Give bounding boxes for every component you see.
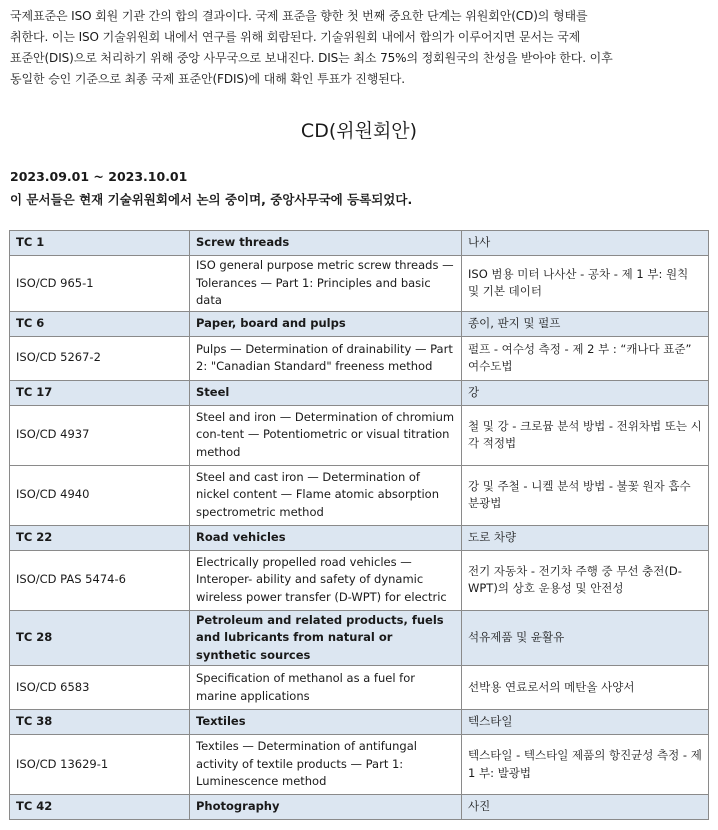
committee-title-en: Screw threads — [190, 231, 462, 256]
intro-line: 취한다. 이는 ISO 기술위원회 내에서 연구를 위해 회람된다. 기술위원회 내에서 합의가 이루어지면 문서는 국제 — [10, 30, 581, 44]
committee-row — [10, 610, 709, 666]
committee-title-en: Textiles — [190, 710, 462, 735]
committee-row — [10, 795, 709, 820]
document-row — [10, 666, 709, 710]
document-number: ISO/CD 4937 — [10, 405, 190, 465]
intro-paragraph — [10, 6, 700, 90]
document-number: ISO/CD 4940 — [10, 465, 190, 525]
document-row — [10, 735, 709, 795]
document-title-en: ISO general purpose metric screw threads — Tolerances — Part 1: Principles and basic data — [190, 256, 462, 312]
committee-title-en: Paper, board and pulps — [190, 311, 462, 336]
committee-title-en: Photography — [190, 795, 462, 820]
status-note: 이 문서들은 현재 기술위원회에서 논의 중이며, 중앙사무국에 등록되었다. — [10, 192, 413, 207]
committee-row — [10, 525, 709, 550]
committee-code: TC 42 — [10, 795, 190, 820]
document-row — [10, 336, 709, 380]
document-number: ISO/CD 6583 — [10, 666, 190, 710]
committee-code: TC 22 — [10, 525, 190, 550]
document-title-ko: 텍스타일 - 텍스타일 제품의 항진균성 측정 - 제 1 부: 발광법 — [462, 735, 709, 795]
document-row — [10, 405, 709, 465]
committee-title-ko: 도로 차량 — [462, 525, 709, 550]
intro-line: 국제표준은 ISO 회원 기관 간의 합의 결과이다. 국제 표준을 향한 첫 번째 중요한 단계는 위원회안(CD)의 형태를 — [10, 9, 588, 23]
committee-row — [10, 311, 709, 336]
committee-code: TC 17 — [10, 380, 190, 405]
document-title-en: Specification of methanol as a fuel for marine applications — [190, 666, 462, 710]
committee-row — [10, 710, 709, 735]
committee-code: TC 1 — [10, 231, 190, 256]
document-title-en: Steel and iron — Determination of chromium con-tent — Potentiometric or visual titration method — [190, 405, 462, 465]
committee-code: TC 28 — [10, 610, 190, 666]
document-title-en: Textiles — Determination of antifungal activity of textile products — Part 1: Luminescence method — [190, 735, 462, 795]
document-title-ko: 선박용 연료로서의 메탄올 사양서 — [462, 666, 709, 710]
document-number: ISO/CD PAS 5474-6 — [10, 550, 190, 610]
document-title-ko: 펄프 - 여수성 측정 - 제 2 부 : “캐나다 표준” 여수도법 — [462, 336, 709, 380]
document-row — [10, 550, 709, 610]
document-number: ISO/CD 13629-1 — [10, 735, 190, 795]
intro-line: 동일한 승인 기준으로 최종 국제 표준안(FDIS)에 대해 확인 투표가 진행된다. — [10, 72, 405, 86]
committee-code: TC 6 — [10, 311, 190, 336]
committee-title-en: Steel — [190, 380, 462, 405]
committee-documents-table — [9, 230, 709, 820]
committee-title-ko: 석유제품 및 윤활유 — [462, 610, 709, 666]
document-title-en: Pulps — Determination of drainability — Part 2: "Canadian Standard" freeness method — [190, 336, 462, 380]
committee-title-ko: 나사 — [462, 231, 709, 256]
document-number: ISO/CD 5267-2 — [10, 336, 190, 380]
document-title-ko: 전기 자동차 - 전기차 주행 중 무선 충전(D-WPT)의 상호 운용성 및 안전성 — [462, 550, 709, 610]
document-title-en: Electrically propelled road vehicles — Interoper- ability and safety of dynamic wireless power transfer (D-WPT) for electric — [190, 550, 462, 610]
section-title: CD(위원회안) — [300, 120, 418, 142]
document-title-ko: ISO 범용 미터 나사산 - 공차 - 제 1 부: 원칙 및 기본 데이터 — [462, 256, 709, 312]
document-title-ko: 철 및 강 - 크로뮴 분석 방법 - 전위차법 또는 시각 적정법 — [462, 405, 709, 465]
document-row — [10, 256, 709, 312]
document-title-ko: 강 및 주철 - 니켈 분석 방법 - 불꽃 원자 흡수 분광법 — [462, 465, 709, 525]
intro-line: 표준안(DIS)으로 처리하기 위해 중앙 사무국으로 보내진다. DIS는 최소 75%의 정회원국의 찬성을 받아야 한다. 이후 — [10, 51, 613, 65]
committee-title-ko: 텍스타일 — [462, 710, 709, 735]
committee-title-ko: 사진 — [462, 795, 709, 820]
committee-title-en: Petroleum and related products, fuels and lubricants from natural or synthetic sources — [190, 610, 462, 666]
period-range: 2023.09.01 ~ 2023.10.01 — [10, 169, 188, 184]
document-row — [10, 465, 709, 525]
committee-title-en: Road vehicles — [190, 525, 462, 550]
committee-title-ko: 종이, 판지 및 펄프 — [462, 311, 709, 336]
document-title-en: Steel and cast iron — Determination of nickel content — Flame atomic absorption spectrometric method — [190, 465, 462, 525]
committee-code: TC 38 — [10, 710, 190, 735]
committee-title-ko: 강 — [462, 380, 709, 405]
document-number: ISO/CD 965-1 — [10, 256, 190, 312]
committee-row — [10, 231, 709, 256]
committee-row — [10, 380, 709, 405]
